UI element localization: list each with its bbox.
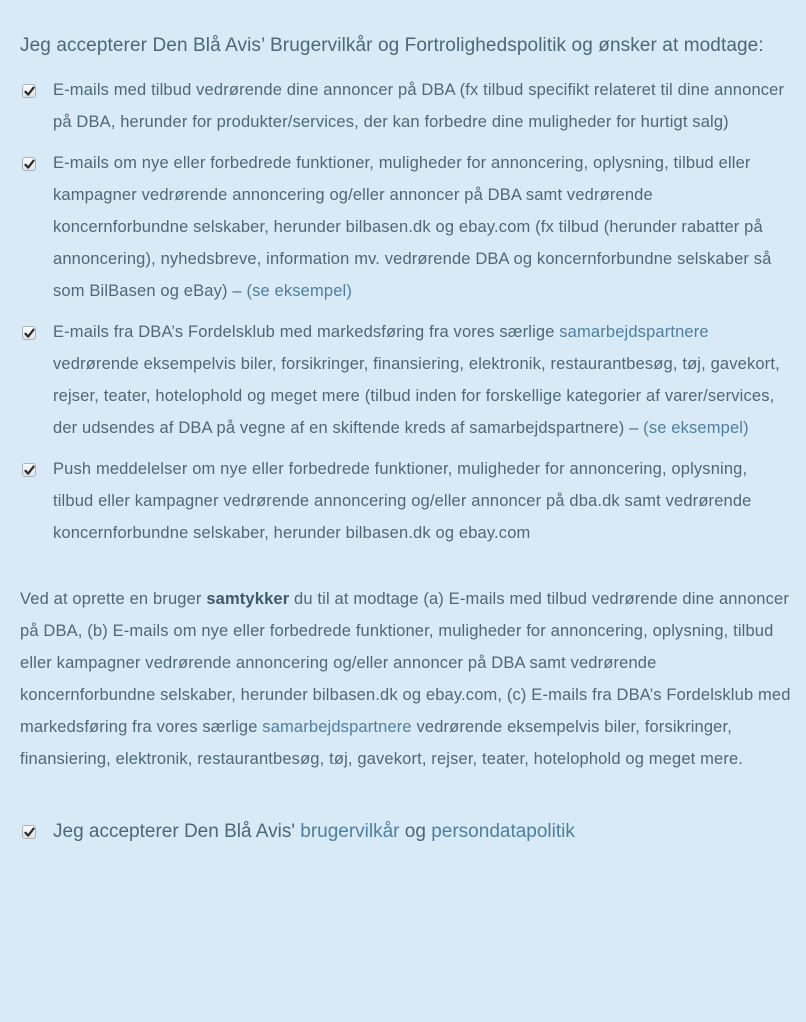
consent-statement: Ved at oprette en bruger samtykker du til at modtage (a) E-mails med tilbud vedrørende dine annoncer på DBA, (b) E-mails om nye eller forbedrede funktioner, muligheder for annoncering, oplysning, tilbud eller kampagner vedrørende annoncering og/eller annoncer på DBA samt vedrørende koncernforbundne selskaber, herunder bilbasen.dk og ebay.com, (c) E-mails fra DBA’s Fordelsklub med markedsføring fra vores særlige samarbejdspartnere vedrørende eksempelvis biler, forsikringer, finansiering, elektronik, restaurantbesøg, tøj, gavekort, rejser, teater, hotelophold og meget mere. bbox=[20, 590, 791, 768]
option-emails-ad-offers bbox=[20, 78, 792, 138]
option-label: E-mails med tilbud vedrørende dine annoncer på DBA (fx tilbud specifikt relateret til dine annoncer på DBA, herunder for produkter/services, der kan forbedre dine muligheder for hurtigt salg) bbox=[53, 81, 785, 131]
checkbox-emails-features[interactable] bbox=[22, 157, 36, 171]
option-label: Push meddelelser om nye eller forbedrede funktioner, muligheder for annoncering, oplysning, tilbud eller kampagner vedrørende annoncering og/eller annoncer på dba.dk samt vedrørende koncernforbundne selskaber, herunder bilbasen.dk og ebay.com bbox=[53, 460, 752, 542]
checkmark-icon bbox=[24, 827, 35, 838]
consent-heading: Jeg accepterer Den Blå Avis’ Brugervilkår og Fortrolighedspolitik og ønsker at modtage: bbox=[20, 35, 764, 56]
option-label: E-mails fra DBA’s Fordelsklub med markedsføring fra vores særlige samarbejdspartnere vedrørende eksempelvis biler, forsikringer, finansiering, elektronik, restaurantbesøg, tøj, gavekort, rejser, teater, hotelophold og meget mere (tilbud inden for forskellige kategorier af varer/services, der udsendes af DBA på vegne af en skiftende kreds af samarbejdspartnere) – (se eksempel) bbox=[53, 323, 780, 437]
accept-terms-row bbox=[20, 820, 792, 844]
checkbox-accept-terms[interactable] bbox=[22, 825, 36, 839]
see-example-link[interactable]: (se eksempel) bbox=[246, 282, 353, 300]
option-label: E-mails om nye eller forbedrede funktioner, muligheder for annoncering, oplysning, tilbud eller kampagner vedrørende annoncering og/eller annoncer på DBA samt vedrørende koncernforbundne selskaber, herunder bilbasen.dk og ebay.com (fx tilbud (herunder rabatter på annoncering), nyhedsbreve, information mv. vedrørende DBA og koncernforbundne selskaber så som BilBasen og eBay) – (se eksempel) bbox=[53, 154, 772, 300]
checkbox-push-notifications[interactable] bbox=[22, 463, 36, 477]
option-emails-fordelsklub bbox=[20, 320, 792, 444]
terms-link[interactable]: brugervilkår bbox=[300, 821, 400, 842]
privacy-policy-link[interactable]: persondatapolitik bbox=[431, 821, 575, 842]
checkmark-icon bbox=[24, 159, 35, 170]
checkbox-emails-fordelsklub[interactable] bbox=[22, 326, 36, 340]
checkmark-icon bbox=[24, 86, 35, 97]
accept-terms-label: Jeg accepterer Den Blå Avis' brugervilkår og persondatapolitik bbox=[53, 821, 575, 842]
checkmark-icon bbox=[24, 328, 35, 339]
option-emails-features bbox=[20, 151, 792, 307]
checkbox-emails-ad-offers[interactable] bbox=[22, 84, 36, 98]
partners-link[interactable]: samarbejdspartnere bbox=[559, 323, 709, 341]
see-example-link[interactable]: (se eksempel) bbox=[643, 419, 749, 437]
partners-link[interactable]: samarbejdspartnere bbox=[262, 718, 412, 736]
checkmark-icon bbox=[24, 465, 35, 476]
option-push-notifications bbox=[20, 457, 792, 549]
consent-form bbox=[20, 34, 792, 844]
consent-bold: samtykker bbox=[206, 590, 290, 608]
